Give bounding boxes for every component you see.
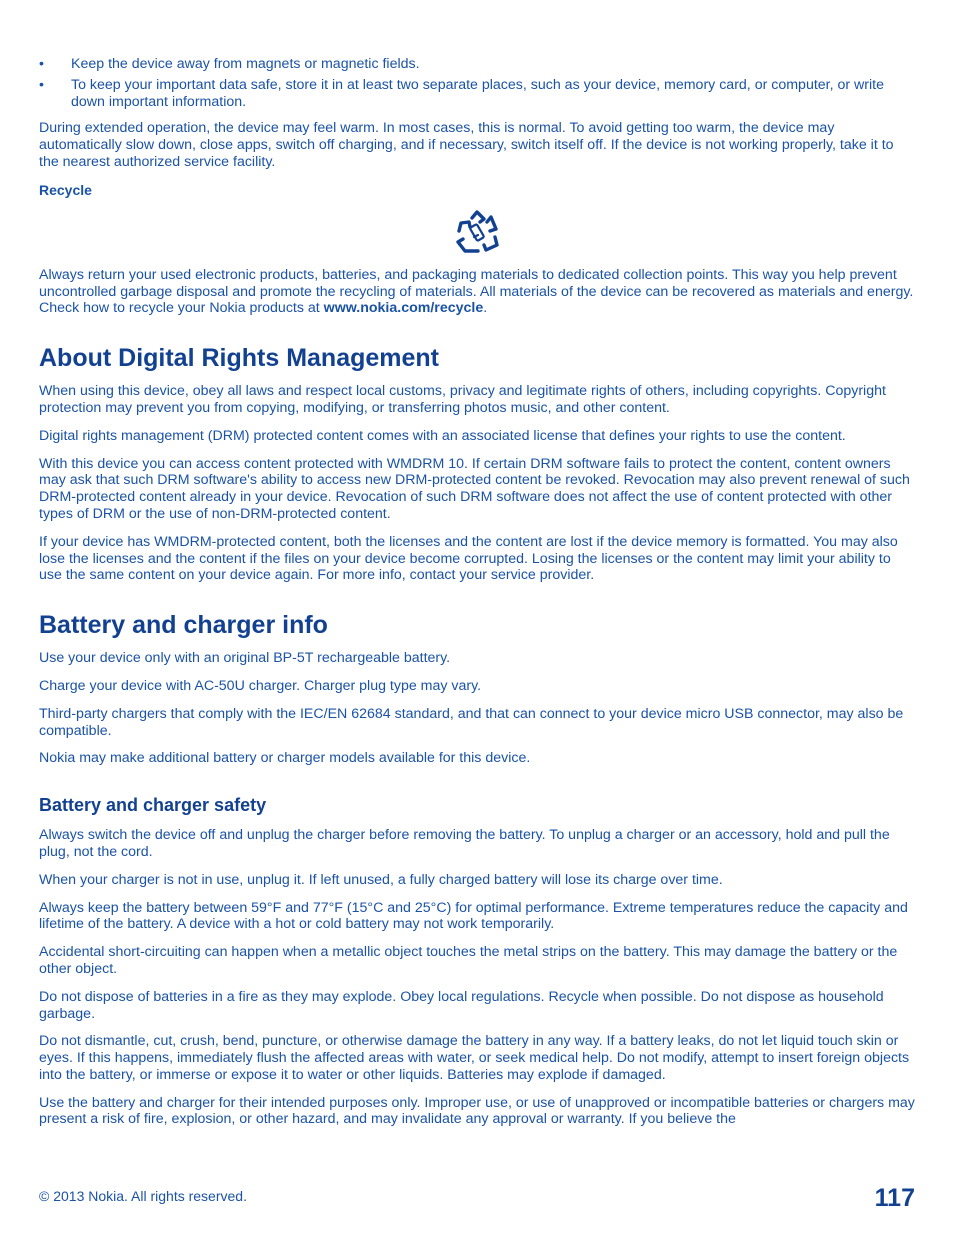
- drm-paragraph: With this device you can access content protected with WMDRM 10. If certain DRM software fails to protect the content, content owners may ask that such DRM software's ability to access new DRM-protected content be revoked. Revocation may also prevent renewal of such DRM-protected content already in your device. Revocation of such DRM software does not affect the use of content protected with other types of DRM or the use of non-DRM-protected content.: [39, 455, 910, 522]
- battery-paragraph: Use your device only with an original BP-5T rechargeable battery.: [39, 650, 451, 667]
- safety-section: [39, 794, 915, 1128]
- safety-paragraph: When your charger is not in use, unplug it. If left unused, a fully charged battery will lose its charge over time.: [39, 871, 723, 888]
- drm-paragraph: If your device has WMDRM-protected content, both the licenses and the content are lost if the device memory is formatted. You may also lose the licenses and the content if the files on your device become corrupted. Losing the licenses or the content may limit your ability to use the same content on your device again. For more info, contact your service provider.: [39, 533, 898, 584]
- recycle-icon-container: [39, 209, 915, 255]
- safety-paragraph: Accidental short-circuiting can happen when a metallic object touches the metal strips on the battery. This may damage the battery or the other object.: [39, 944, 898, 977]
- battery-paragraph: Third-party chargers that comply with the IEC/EN 62684 standard, and that can connect to your device micro USB connector, may also be compatible.: [39, 705, 904, 739]
- battery-heading: Battery and charger info: [39, 611, 328, 640]
- safety-paragraph: Do not dismantle, cut, crush, bend, puncture, or otherwise damage the battery in any way. If a battery leaks, do not let liquid touch skin or eyes. If this happens, immediately flush the affected areas with water, or seek medical help. Do not modify, attempt to insert foreign objects into the battery, or immerse or expose it to water or other liquids. Batteries may explode if damaged.: [39, 1033, 910, 1083]
- list-item: [39, 77, 915, 111]
- safety-heading: Battery and charger safety: [39, 795, 267, 816]
- battery-paragraph: Nokia may make additional battery or charger models available for this device.: [39, 750, 531, 767]
- safety-paragraph: Always switch the device off and unplug the charger before removing the battery. To unplug a charger or an accessory, hold and pull the plug, not the cord.: [39, 827, 890, 860]
- list-item: [39, 56, 915, 73]
- page-number: 117: [874, 1184, 915, 1212]
- drm-paragraph: When using this device, obey all laws and respect local customs, privacy and legitimate rights of others, including copyrights. Copyright protection may prevent you from copying, modifying, or transferring photos music, and other content.: [39, 383, 886, 416]
- copyright-text: © 2013 Nokia. All rights reserved.: [39, 1188, 247, 1204]
- drm-section: [39, 343, 915, 584]
- safety-paragraph: Always keep the battery between 59°F and 77°F (15°C and 25°C) for optimal performance. Extreme temperatures reduce the capacity and lifetime of the battery. A device with a hot or cold battery may not work temporarily.: [39, 899, 908, 933]
- bullet-text: Keep the device away from magnets or magnetic fields.: [71, 56, 420, 72]
- battery-paragraph: Charge your device with AC-50U charger. Charger plug type may vary.: [39, 677, 482, 694]
- bullet-list: [39, 56, 915, 110]
- recycle-paragraph: [39, 267, 915, 317]
- recycle-icon: [453, 209, 501, 255]
- battery-section: [39, 610, 915, 767]
- bullet-text: To keep your important data safe, store it in at least two separate places, such as your device, memory card, or computer, or write down important information.: [71, 76, 885, 110]
- bullet-glyph: •: [39, 56, 44, 72]
- safety-paragraph: Use the battery and charger for their intended purposes only. Improper use, or use of unapproved or incompatible batteries or chargers may present a risk of fire, explosion, or other hazard, and may invalidate any approval or warranty. If you believe the: [39, 1094, 915, 1128]
- recycle-link[interactable]: www.nokia.com/recycle: [323, 300, 484, 317]
- warm-paragraph: During extended operation, the device may feel warm. In most cases, this is normal. To avoid getting too warm, the device may automatically slow down, close apps, switch off charging, and if necessary, switch itself off. If the device is not working properly, take it to the nearest authorized service facility.: [39, 120, 894, 170]
- drm-paragraph: Digital rights management (DRM) protected content comes with an associated license that defines your rights to use the content.: [39, 427, 846, 444]
- recycle-text: Always return your used electronic products, batteries, and packaging materials to dedicated collection points. This way you help prevent uncontrolled garbage disposal and promote the recycling of materials. All materials of the device can be recovered as materials and energy. Check how to recycle your Nokia products at: [39, 266, 914, 317]
- page-content: [39, 56, 915, 1128]
- page-footer: [39, 1186, 915, 1216]
- recycle-text-end: .: [483, 300, 488, 317]
- drm-heading: About Digital Rights Management: [39, 344, 439, 373]
- safety-paragraph: Do not dispose of batteries in a fire as they may explode. Obey local regulations. Recycle when possible. Do not dispose as household garbage.: [39, 988, 884, 1022]
- bullet-glyph: •: [39, 76, 44, 93]
- recycle-heading: Recycle: [39, 181, 92, 198]
